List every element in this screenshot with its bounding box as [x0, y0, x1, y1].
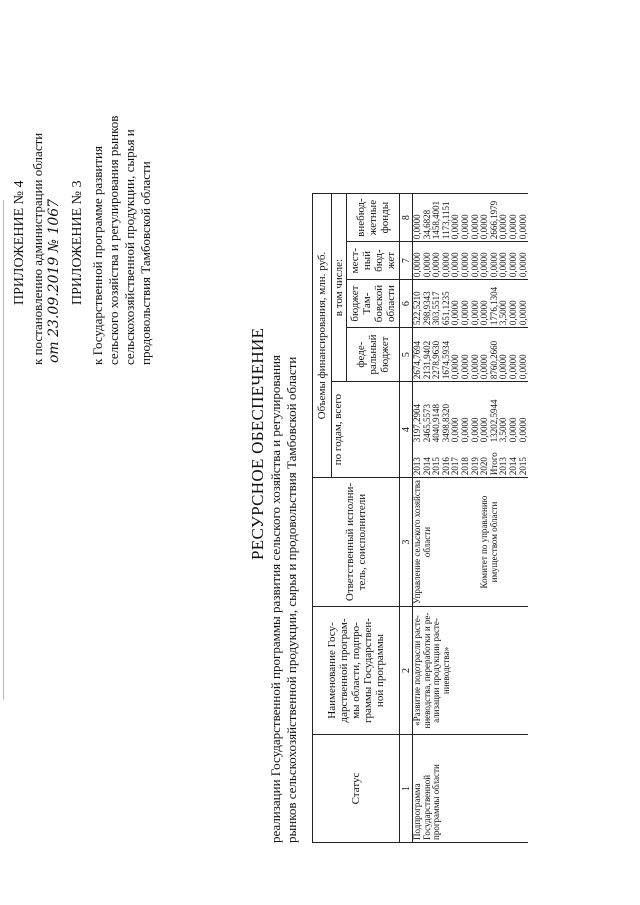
executor-agriculture: Управление сельского хозяйства области [412, 480, 432, 604]
document-title: РЕСУРСНОЕ ОБЕСПЕЧЕНИЕ [248, 327, 267, 560]
col-number-3: 3 [400, 478, 413, 607]
cell-status: Подпрограмма Государственной программы области [413, 735, 529, 843]
appendix3-line-2: сельского хозяйства и регулирования рынков [106, 115, 121, 365]
years-list: 2013 2014 2015 2016 2017 2018 2019 2020 Итого 2013 2014 2015 [412, 452, 528, 476]
appendix3-line-4: продовольствия Тамбовской области [138, 161, 153, 365]
appendix3-title: ПРИЛОЖЕНИЕ № 3 [70, 180, 85, 305]
col-number-6: 6 [400, 280, 413, 328]
executor-property-committee: Комитет по управлению имуществом области [479, 495, 499, 589]
resource-table [312, 193, 528, 843]
header-extrabudget: внебюд- жетные фонды [347, 194, 400, 242]
col-number-2: 2 [400, 607, 413, 735]
header-program-name: Наименование Госу- дарственной програм- мы области, подпро- граммы Государствен- ной программы [313, 607, 400, 735]
document-subtitle-line-2: рынков сельскохозяйственной продукции, сырья и продовольствия Тамбовской области [284, 356, 299, 843]
header-executor: Ответственный исполни- тель, соисполнители [313, 478, 400, 607]
appendix4-title: ПРИЛОЖЕНИЕ № 4 [12, 180, 27, 305]
column-numbers-row [400, 194, 413, 843]
col-number-4: 4 [400, 382, 413, 478]
col-number-5: 5 [400, 328, 413, 382]
federal-values: 2674,7694 2131,9402 2278,9630 1674,5934 0,0000 0,0000 0,0000 0,0000 8760,2660 0,0000 0,0000 0,0000 [413, 328, 529, 382]
regional-values: 522,5210 298,9343 303,5517 651,1235 0,0000 0,0000 0,0000 0,0000 1776,1304 3,5000 0,0000 0,0000 [413, 280, 529, 328]
local-values: 0,0000 0,0000 0,0000 0,0000 0,0000 0,0000 0,0000 0,0000 0,0000 0,0000 0,0000 0,0000 [413, 242, 529, 280]
header-including: в том числе: [332, 194, 347, 382]
table-row [413, 194, 529, 843]
header-regional: бюджет Там- бовской области [347, 280, 400, 328]
col-number-8: 8 [400, 194, 413, 242]
appendix3-line-3: сельскохозяйственной продукции, сырья и [122, 129, 137, 365]
document-subtitle-line-1: реализации Государственной программы развития сельского хозяйства и регулирования [268, 354, 283, 843]
appendix3-line-1: к Государственной программе развития [90, 146, 105, 365]
cell-program-name: «Развитие подотрасли расте- ниеводства, переработки и ре- ализации продукции расте- ниеводства» [413, 607, 529, 735]
cell-years-totals [413, 382, 529, 478]
col-number-1: 1 [400, 735, 413, 843]
header-local: мест- ный бюд- жет [347, 242, 400, 280]
extrabudget-values: 0,0000 34,6828 1458,4001 1173,1151 0,0000 0,0000 0,0000 0,0000 2666,1979 0,0000 0,0000 0,0000 [413, 194, 529, 242]
header-status: Статус [313, 735, 400, 843]
totals-list: 3197,2904 2465,5573 4040,9148 3498,8320 0,0000 0,0000 0,0000 0,0000 13202,5944 3,5000 0,0000 0,0000 [412, 399, 528, 443]
cell-executors [413, 478, 529, 607]
col-number-7: 7 [400, 242, 413, 280]
header-funding: Объемы финансирования, млн. руб. [313, 194, 332, 478]
header-by-year: по годам, всего [332, 382, 400, 478]
appendix4-date-number: от 23.09.2019 № 1067 [46, 198, 62, 363]
appendix4-line1: к постановлению администрации области [30, 132, 45, 365]
header-federal: феде- ральный бюджет [347, 328, 400, 382]
